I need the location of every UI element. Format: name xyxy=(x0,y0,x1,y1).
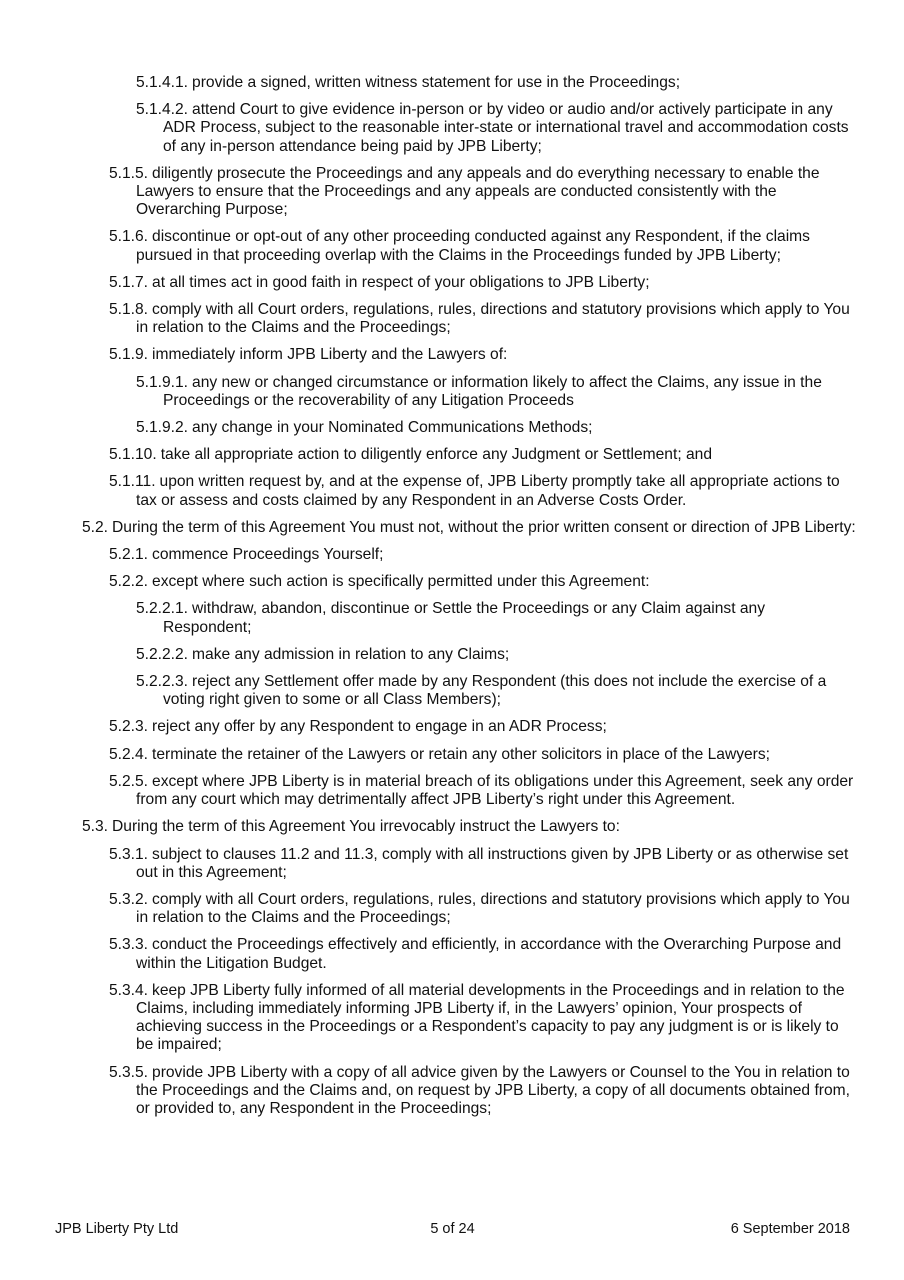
clause-number: 5.3.3. xyxy=(109,936,149,954)
clause-number: 5.1.7. xyxy=(109,273,149,291)
clause-number: 5.1.6. xyxy=(109,228,149,246)
clause-number: 5.2.3. xyxy=(109,718,149,736)
clause-5-2-3 xyxy=(109,718,857,736)
clause-5-3-2 xyxy=(109,891,857,927)
clause-number: 5.3. xyxy=(82,818,109,836)
clause-number: 5.3.4. xyxy=(109,981,149,999)
clause-text: conduct the Proceedings effectively and efficiently, in accordance with the Overarching Purpose and within the Litigation Budget. xyxy=(136,936,842,972)
clause-5-2-2-1 xyxy=(136,600,857,636)
clause-5-2-1 xyxy=(109,546,857,564)
clause-number: 5.2.4. xyxy=(109,745,149,763)
clause-5-2 xyxy=(82,519,857,537)
clause-number: 5.2.2.2. xyxy=(136,645,189,663)
clause-text: During the term of this Agreement You must not, without the prior written consent or direction of JPB Liberty: xyxy=(112,518,856,536)
page-footer xyxy=(55,1220,850,1238)
clause-5-1-9-1 xyxy=(136,374,857,410)
clause-5-1-9 xyxy=(109,346,857,364)
clause-number: 5.2. xyxy=(82,518,109,536)
clause-text: provide a signed, written witness statement for use in the Proceedings; xyxy=(192,74,681,91)
clause-5-2-2-2 xyxy=(136,646,857,664)
clause-number: 5.1.9. xyxy=(109,346,149,364)
footer-company: JPB Liberty Pty Ltd xyxy=(55,1221,179,1237)
clause-text: keep JPB Liberty fully informed of all material developments in the Proceedings and in relation to the Claims, including immediately informing JPB Liberty if, in the Lawyers’ opinion, Your prospects of achieving success in the Proceedings or a Respondent’s capacity to pay any judgment is or is likely to be impaired; xyxy=(136,981,845,1054)
clause-text: any new or changed circumstance or information likely to affect the Claims, any issue in the Proceedings or the recoverability of any Litigation Proceeds xyxy=(163,373,822,409)
clause-5-1-6 xyxy=(109,228,857,264)
clause-text: at all times act in good faith in respect of your obligations to JPB Liberty; xyxy=(152,273,650,291)
clause-text: commence Proceedings Yourself; xyxy=(152,546,384,564)
clause-text: During the term of this Agreement You irrevocably instruct the Lawyers to: xyxy=(112,818,620,836)
clause-number: 5.3.1. xyxy=(109,845,149,863)
clause-text: terminate the retainer of the Lawyers or retain any other solicitors in place of the Lawyers; xyxy=(152,745,771,763)
clause-5-1-7 xyxy=(109,274,857,292)
clause-5-2-4 xyxy=(109,746,857,764)
clause-5-1-8 xyxy=(109,301,857,337)
clause-text: comply with all Court orders, regulations, rules, directions and statutory provisions which apply to You in relation to the Claims and the Proceedings; xyxy=(136,890,850,927)
clause-number: 5.1.4.1. xyxy=(136,74,189,91)
clause-5-1-4-1 xyxy=(136,74,857,92)
clause-5-1-9-2 xyxy=(136,419,857,437)
clause-5-2-5 xyxy=(109,773,857,809)
document-body xyxy=(0,74,904,1127)
clause-number: 5.2.2.1. xyxy=(136,600,189,618)
clause-number: 5.3.2. xyxy=(109,890,149,908)
clause-number: 5.1.8. xyxy=(109,301,149,319)
clause-text: attend Court to give evidence in-person or by video or audio and/or actively participate in any ADR Process, subject to the reasonable inter-state or international travel and accommodation costs of any in-person attendance being paid by JPB Liberty; xyxy=(163,101,849,155)
clause-number: 5.1.11. xyxy=(109,473,156,491)
clause-5-1-5 xyxy=(109,165,857,220)
clause-5-3-1 xyxy=(109,846,857,882)
clause-5-2-2-3 xyxy=(136,673,857,709)
clause-text: reject any offer by any Respondent to engage in an ADR Process; xyxy=(152,718,607,736)
clause-text: subject to clauses 11.2 and 11.3, comply with all instructions given by JPB Liberty or as otherwise set out in this Agreement; xyxy=(136,845,849,881)
clause-text: withdraw, abandon, discontinue or Settle the Proceedings or any Claim against any Respondent; xyxy=(163,600,766,636)
clause-text: discontinue or opt-out of any other proceeding conducted against any Respondent, if the claims pursued in that proceeding overlap with the Claims in the Proceedings funded by JPB Liberty; xyxy=(136,228,810,264)
clause-5-2-2 xyxy=(109,573,857,591)
clause-text: immediately inform JPB Liberty and the Lawyers of: xyxy=(152,346,508,364)
clause-number: 5.2.2. xyxy=(109,573,149,591)
clause-text: except where JPB Liberty is in material breach of its obligations under this Agreement, seek any order from any court which may detrimentally affect JPB Liberty’s right under this Agreement. xyxy=(136,772,854,809)
clause-number: 5.2.1. xyxy=(109,546,149,564)
clause-5-3 xyxy=(82,818,857,836)
clause-5-3-4 xyxy=(109,982,857,1055)
clause-text: diligently prosecute the Proceedings and any appeals and do everything necessary to enable the Lawyers to ensure that the Proceedings and any appeals are conducted consistently with the Overarching Purpose; xyxy=(136,164,820,219)
clause-text: reject any Settlement offer made by any Respondent (this does not include the exercise of a voting right given to some or all Class Members); xyxy=(163,673,827,709)
clause-number: 5.1.9.2. xyxy=(136,419,189,437)
footer-date: 6 September 2018 xyxy=(730,1221,850,1237)
clause-5-3-3 xyxy=(109,936,857,972)
clause-text: upon written request by, and at the expense of, JPB Liberty promptly take all appropriate actions to tax or assess and costs claimed by any Respondent in an Adverse Costs Order. xyxy=(136,473,840,509)
clause-text: make any admission in relation to any Claims; xyxy=(192,645,510,663)
clause-number: 5.1.4.2. xyxy=(136,101,189,119)
clause-text: comply with all Court orders, regulations, rules, directions and statutory provisions which apply to You in relation to the Claims and the Proceedings; xyxy=(136,301,850,337)
clause-number: 5.3.5. xyxy=(109,1063,149,1081)
clause-5-1-4-2 xyxy=(136,101,857,156)
clause-number: 5.1.5. xyxy=(109,164,149,182)
footer-page-number: 5 of 24 xyxy=(430,1221,475,1237)
clause-number: 5.2.2.3. xyxy=(136,673,189,691)
clause-text: take all appropriate action to diligently enforce any Judgment or Settlement; and xyxy=(160,446,712,464)
clause-number: 5.2.5. xyxy=(109,772,149,790)
clause-5-1-11 xyxy=(109,473,857,509)
clause-number: 5.1.10. xyxy=(109,446,157,464)
clause-5-1-10 xyxy=(109,446,857,464)
clause-number: 5.1.9.1. xyxy=(136,373,189,391)
clause-text: except where such action is specifically permitted under this Agreement: xyxy=(152,573,650,591)
clause-5-3-5 xyxy=(109,1064,857,1119)
clause-text: any change in your Nominated Communications Methods; xyxy=(192,419,593,437)
clause-text: provide JPB Liberty with a copy of all advice given by the Lawyers or Counsel to the You in relation to the Proceedings and the Claims and, on request by JPB Liberty, a copy of all documents obtained from, or provided to, any Respondent in the Proceedings; xyxy=(136,1063,850,1117)
